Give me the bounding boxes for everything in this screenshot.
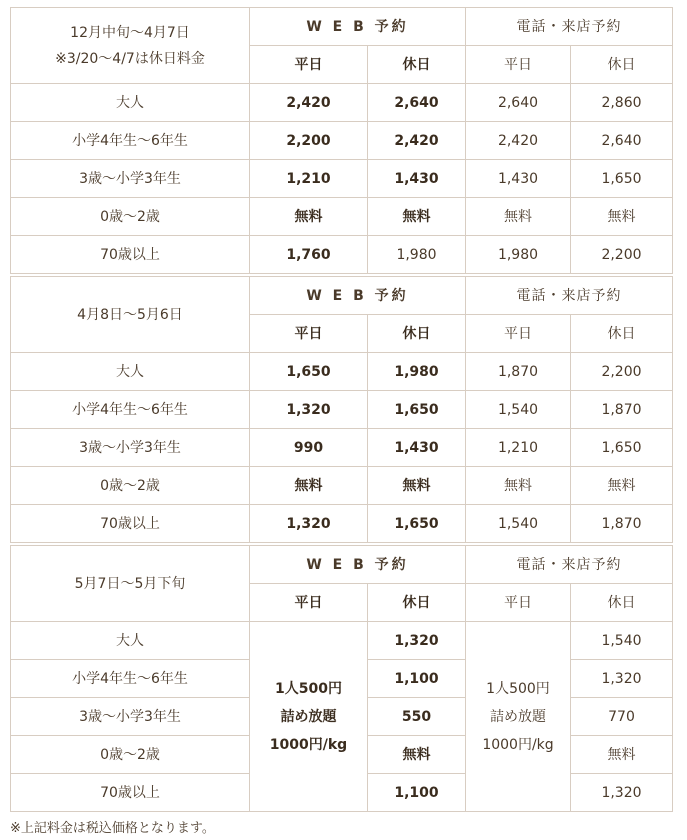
tel-holiday-header: 休日	[571, 46, 673, 84]
web-holiday-header: 休日	[368, 315, 466, 353]
tel-holiday-header: 休日	[571, 315, 673, 353]
web-weekday-price: 無料	[250, 467, 368, 505]
row-label: 大人	[11, 622, 250, 660]
web-weekday-header: 平日	[250, 46, 368, 84]
tel-holiday-price: 2,200	[571, 236, 673, 274]
table-row	[11, 160, 673, 198]
flat-rate-per-kg: 1000円/kg	[482, 736, 554, 753]
table-row	[11, 84, 673, 122]
tel-holiday-price: 770	[571, 698, 673, 736]
flat-rate-price: 1人500円	[486, 680, 550, 697]
table-row	[11, 391, 673, 429]
row-label: 3歳～小学3年生	[11, 429, 250, 467]
tel-weekday-header: 平日	[466, 584, 571, 622]
tel-holiday-price: 無料	[571, 467, 673, 505]
table-row	[11, 467, 673, 505]
web-weekday-header: 平日	[250, 315, 368, 353]
table-row	[11, 353, 673, 391]
web-holiday-price: 無料	[368, 467, 466, 505]
web-holiday-price: 1,980	[368, 353, 466, 391]
web-holiday-price: 1,430	[368, 160, 466, 198]
phone-reservation-header: 電話・来店予約	[466, 8, 673, 46]
web-weekday-flat-rate	[250, 622, 368, 812]
web-holiday-price: 1,320	[368, 622, 466, 660]
web-holiday-price: 無料	[368, 198, 466, 236]
period-cell	[11, 8, 250, 84]
tel-holiday-price: 無料	[571, 198, 673, 236]
web-weekday-price: 2,200	[250, 122, 368, 160]
row-label: 70歳以上	[11, 505, 250, 543]
web-weekday-price: 無料	[250, 198, 368, 236]
table-row	[11, 236, 673, 274]
web-weekday-price: 1,320	[250, 391, 368, 429]
web-weekday-price: 990	[250, 429, 368, 467]
tel-holiday-price: 1,870	[571, 505, 673, 543]
flat-rate-per-kg: 1000円/kg	[269, 736, 348, 753]
flat-rate-price: 1人500円	[275, 680, 342, 697]
table-header-row	[11, 8, 673, 46]
tel-holiday-price: 1,650	[571, 429, 673, 467]
price-table-winter	[10, 7, 673, 274]
web-holiday-price: 無料	[368, 736, 466, 774]
web-holiday-price: 2,420	[368, 122, 466, 160]
row-label: 0歳～2歳	[11, 736, 250, 774]
tel-holiday-price: 2,200	[571, 353, 673, 391]
period-cell	[11, 277, 250, 353]
period-label: 12月中旬～4月7日	[70, 24, 190, 41]
table-row	[11, 122, 673, 160]
period-note: ※3/20～4/7は休日料金	[55, 50, 205, 67]
web-weekday-price: 1,320	[250, 505, 368, 543]
row-label: 大人	[11, 353, 250, 391]
row-label: 3歳～小学3年生	[11, 160, 250, 198]
web-holiday-price: 2,640	[368, 84, 466, 122]
web-holiday-price: 1,100	[368, 774, 466, 812]
table-header-row	[11, 277, 673, 315]
tel-weekday-price: 無料	[466, 467, 571, 505]
period-label: 4月8日～5月6日	[77, 306, 183, 323]
web-weekday-header: 平日	[250, 584, 368, 622]
tel-holiday-price: 1,540	[571, 622, 673, 660]
tel-holiday-price: 2,860	[571, 84, 673, 122]
web-holiday-price: 1,430	[368, 429, 466, 467]
table-header-row	[11, 546, 673, 584]
row-label: 小学4年生～6年生	[11, 660, 250, 698]
tel-weekday-header: 平日	[466, 315, 571, 353]
tel-weekday-price: 無料	[466, 198, 571, 236]
tel-weekday-flat-rate	[466, 622, 571, 812]
table-row	[11, 198, 673, 236]
tel-weekday-price: 1,430	[466, 160, 571, 198]
price-table-spring	[10, 276, 673, 543]
web-weekday-price: 1,760	[250, 236, 368, 274]
web-holiday-price: 1,100	[368, 660, 466, 698]
web-holiday-price: 1,650	[368, 391, 466, 429]
price-table-late-may	[10, 545, 673, 812]
tel-holiday-price: 無料	[571, 736, 673, 774]
web-weekday-price: 2,420	[250, 84, 368, 122]
web-reservation-header: W E B 予約	[250, 8, 466, 46]
tel-weekday-price: 1,540	[466, 391, 571, 429]
web-holiday-price: 550	[368, 698, 466, 736]
phone-reservation-header: 電話・来店予約	[466, 546, 673, 584]
row-label: 小学4年生～6年生	[11, 122, 250, 160]
row-label: 70歳以上	[11, 774, 250, 812]
tel-holiday-price: 1,320	[571, 660, 673, 698]
tel-holiday-price: 1,870	[571, 391, 673, 429]
period-cell	[11, 546, 250, 622]
flat-rate-title: 詰め放題	[490, 708, 546, 725]
tel-holiday-price: 2,640	[571, 122, 673, 160]
tel-holiday-header: 休日	[571, 584, 673, 622]
tel-weekday-price: 2,420	[466, 122, 571, 160]
web-reservation-header: W E B 予約	[250, 277, 466, 315]
tel-weekday-price: 1,540	[466, 505, 571, 543]
tax-footnote: ※上記料金は税込価格となります。	[10, 821, 215, 836]
tel-holiday-price: 1,650	[571, 160, 673, 198]
web-holiday-header: 休日	[368, 46, 466, 84]
web-weekday-price: 1,210	[250, 160, 368, 198]
period-label: 5月7日～5月下旬	[74, 575, 186, 592]
row-label: 70歳以上	[11, 236, 250, 274]
row-label: 小学4年生～6年生	[11, 391, 250, 429]
tel-weekday-header: 平日	[466, 46, 571, 84]
row-label: 0歳～2歳	[11, 467, 250, 505]
tel-weekday-price: 1,980	[466, 236, 571, 274]
tel-weekday-price: 1,210	[466, 429, 571, 467]
web-reservation-header: W E B 予約	[250, 546, 466, 584]
web-weekday-price: 1,650	[250, 353, 368, 391]
table-row	[11, 622, 673, 660]
flat-rate-title: 詰め放題	[280, 708, 337, 725]
table-row	[11, 429, 673, 467]
row-label: 大人	[11, 84, 250, 122]
phone-reservation-header: 電話・来店予約	[466, 277, 673, 315]
tel-weekday-price: 2,640	[466, 84, 571, 122]
row-label: 0歳～2歳	[11, 198, 250, 236]
row-label: 3歳～小学3年生	[11, 698, 250, 736]
web-holiday-price: 1,980	[368, 236, 466, 274]
tel-holiday-price: 1,320	[571, 774, 673, 812]
tel-weekday-price: 1,870	[466, 353, 571, 391]
web-holiday-header: 休日	[368, 584, 466, 622]
web-holiday-price: 1,650	[368, 505, 466, 543]
table-row	[11, 505, 673, 543]
